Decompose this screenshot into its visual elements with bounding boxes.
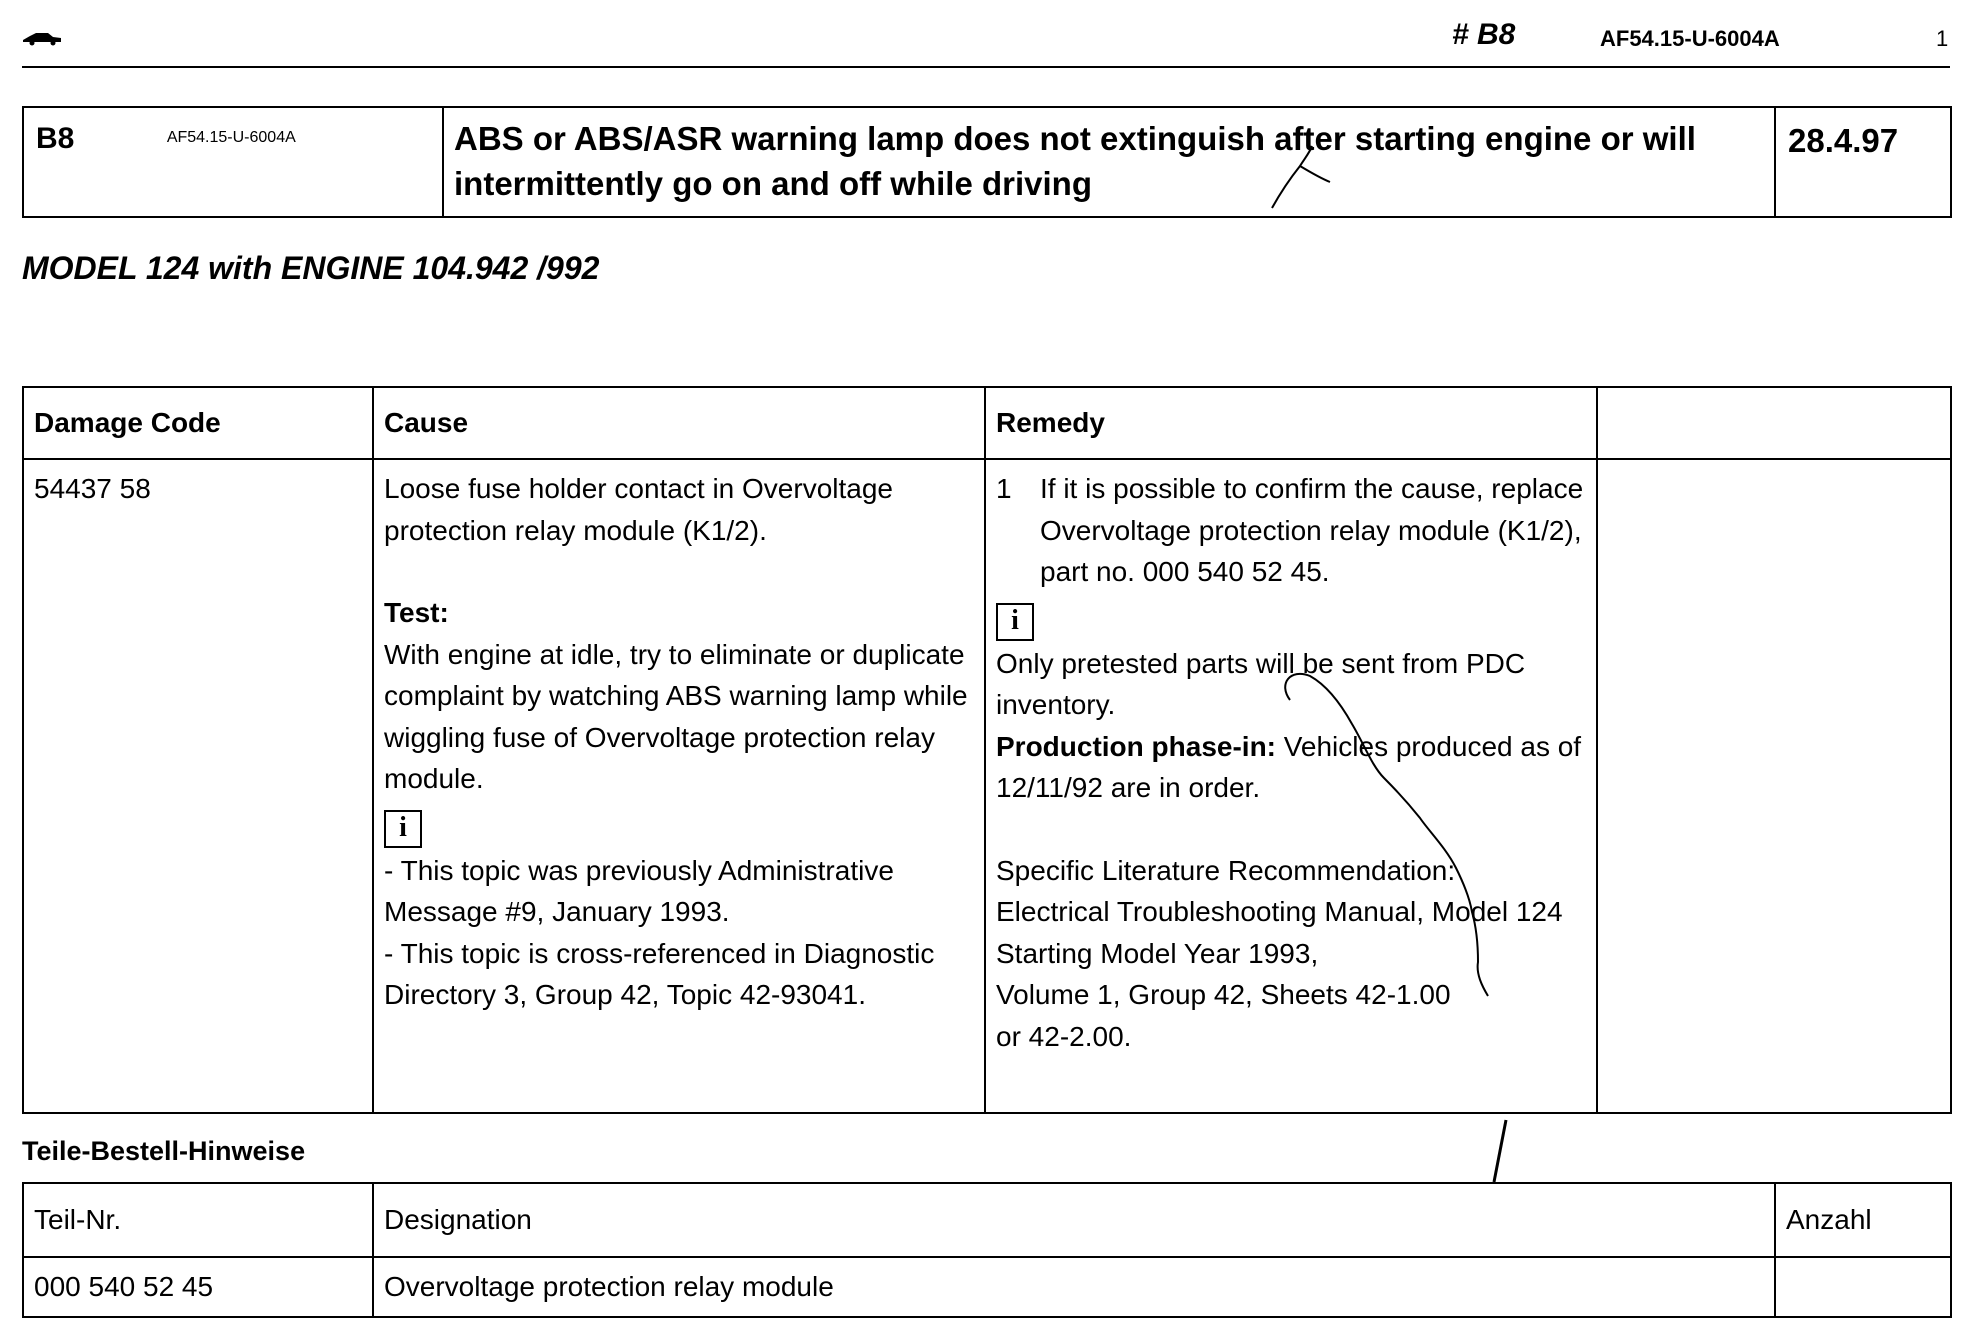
info-icon: i (384, 810, 422, 848)
remedy-header: Remedy (985, 387, 1597, 459)
parts-heading: Teile-Bestell-Hinweise (22, 1136, 306, 1166)
remedy-step-number: 1 (996, 473, 1012, 504)
test-label: Test: (384, 597, 449, 628)
damage-code: 54437 58 (34, 473, 151, 504)
phase-in-text: Vehicles produced as of 12/11/92 are in order. (996, 730, 1582, 803)
cause-note-1: - This topic was previously Administrative Message #9, January 1993. (384, 854, 894, 927)
model-line: MODEL 124 with ENGINE 104.942 /992 (22, 250, 600, 286)
title-code-cell (23, 107, 443, 217)
extra-cell (1597, 459, 1951, 1113)
damage-code-cell (23, 459, 373, 1113)
car-logo-icon (22, 30, 62, 46)
remedy-cell (985, 459, 1597, 1113)
table-row (23, 1257, 1951, 1317)
title-block (22, 106, 1952, 218)
cause-header: Cause (373, 387, 985, 459)
part-number: 000 540 52 45 (23, 1257, 373, 1317)
info-icon: i (996, 603, 1034, 641)
quantity-header: Anzahl (1775, 1183, 1951, 1257)
part-number-header: Teil-Nr. (23, 1183, 373, 1257)
part-designation: Overvoltage protection relay module (373, 1257, 1775, 1317)
document-code: # B8 (1452, 18, 1516, 51)
phase-in-note (996, 726, 1586, 809)
part-quantity (1775, 1257, 1951, 1317)
table-row (23, 459, 1951, 1113)
header-rule (22, 66, 1950, 68)
literature-line-4: or 42-2.00. (996, 1020, 1132, 1052)
damage-code-header: Damage Code (23, 387, 373, 459)
cause-cell (373, 459, 985, 1113)
title-reference: AF54.15-U-6004A (166, 129, 296, 146)
remedy-step (996, 468, 1586, 593)
designation-header: Designation (373, 1183, 1775, 1257)
cause-description: Loose fuse holder contact in Overvoltage protection relay module (K1/2). (384, 473, 893, 546)
pretested-parts-note: Only pretested parts will be sent from PDC inventory. (996, 647, 1526, 720)
damage-table (22, 386, 1952, 1114)
test-text: With engine at idle, try to eliminate or duplicate complaint by watching ABS warning lamp while wiggling fuse of Overvoltage protection relay module. (384, 638, 968, 794)
literature-line-2: Electrical Troubleshooting Manual, Model 124 Starting Model Year 1993, (996, 896, 1563, 969)
phase-in-label: Production phase-in: (996, 730, 1276, 762)
document-reference: AF54.15-U-6004A (1600, 26, 1780, 51)
remedy-step-text: If it is possible to confirm the cause, replace Overvoltage protection relay module (K1/2), part no. 000 540 52 45. (1040, 473, 1584, 587)
bulletin-title: ABS or ABS/ASR warning lamp does not extinguish after starting engine or will intermittently go on and off while driving (443, 107, 1775, 217)
literature-line-3: Volume 1, Group 42, Sheets 42-1.00 (996, 979, 1451, 1010)
bulletin-date: 28.4.97 (1775, 107, 1951, 217)
literature-line-1: Specific Literature Recommendation: (996, 854, 1456, 886)
extra-header (1597, 387, 1951, 459)
cause-note-2: - This topic is cross-referenced in Diagnostic Directory 3, Group 42, Topic 42-93041. (384, 937, 935, 1010)
parts-table (22, 1182, 1952, 1318)
title-code: B8 (36, 122, 75, 155)
page-number: 1 (1936, 26, 1949, 51)
pen-mark-parts (1494, 1120, 1506, 1182)
